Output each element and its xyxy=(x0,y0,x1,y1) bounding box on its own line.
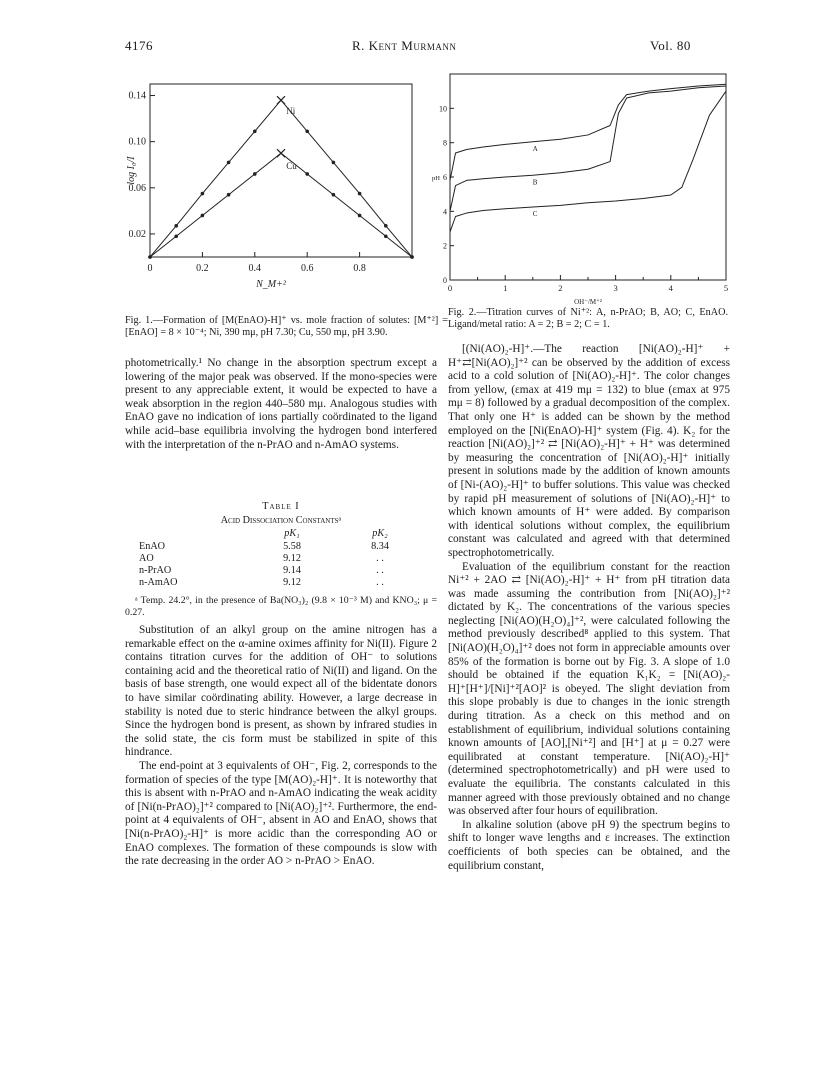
plot-frame xyxy=(450,74,726,280)
x-tick-label: 0.2 xyxy=(196,263,209,274)
data-point-cross xyxy=(277,96,285,104)
row-pk2: . . xyxy=(376,565,384,577)
running-author: R. Kent Murmann xyxy=(352,38,457,53)
data-point xyxy=(253,129,257,133)
data-point xyxy=(201,214,205,218)
y-tick-label: 4 xyxy=(443,207,447,217)
titration-curve-b xyxy=(450,86,726,211)
table-row xyxy=(135,565,419,577)
data-point xyxy=(174,234,178,238)
row-name: AO xyxy=(139,552,154,564)
table-row xyxy=(135,577,419,589)
curve-label: A xyxy=(532,144,538,153)
table-title: Table I xyxy=(262,501,300,512)
table-row xyxy=(135,541,419,553)
row-pk1: 9.12 xyxy=(283,577,301,589)
row-pk2: . . xyxy=(376,577,384,589)
data-point-cross xyxy=(277,149,285,157)
data-point xyxy=(305,172,309,176)
x-tick-label: 0.4 xyxy=(248,263,262,274)
x-tick-label: 2 xyxy=(558,283,563,293)
figure-2-caption: Fig. 2.—Titration curves of Ni⁺²: A, n-PrAO; B, AO; C, EnAO. Ligand/metal ratio: A = 2; B = 2; C = 1. xyxy=(448,307,728,331)
paragraph: Evaluation of the equilibrium constant for the reaction Ni⁺² + 2AO ⇄ [Ni(AO)₂-H]⁺ + H⁺ from pH titration data was made assuming the contribution from [Ni(AO)₂]⁺² dictated by K₂. The concentrations of the various species neglecting [Ni(AO)(H₂O)₄]⁺², were calculated following the method previously described⁸ applied to this system. That [Ni(AO)(H₂O)₄]⁺² does not form in appreciable amounts over 85% of the formation is borne out by Fig. 3. A slope of 1.0 should be obtained if the equation K₁K₂ = [Ni(AO)₂-H]⁺[H⁺]/[Ni]⁺²[AO]² is obeyed. The slight deviation from this slope probably is due to changes in the ionic strength during titration. As a check on this method and on establishment of equilibrium, individual solutions containing known amounts of [AO],[Ni⁺²] and [H⁺] at μ = 0.27 were equilibrated at constant temperature. [Ni(AO)₂-H]⁺ (determined spectrophotometrically) and pH were used to evaluate the equilibria. The constants calculated in this manner agreed with those previously obtained and no change was observed after four hours of equilibration. xyxy=(448,560,730,818)
data-point xyxy=(410,255,414,259)
paragraph: [(Ni(AO)₂-H]⁺.—The reaction [Ni(AO)₂-H]⁺ + H⁺⇄[Ni(AO)₂]⁺² can be observed by the addition of excess acid to a cold solution of [Ni(AO)₂-H]⁺. The color changes from yellow, (εmax at 419 mμ = 132) to blue (εmax at 975 mμ = 8) followed by a gradual decomposition of the complex. That only one H⁺ is added can be shown by the method employed on the [Ni(EnAO)-H]⁺ system (Fig. 4). K₂ for the reaction [Ni(AO)₂]⁺² ⇄ [Ni(AO)₂-H]⁺ + H⁺ was determined by measuring the concentration of [Ni(AO)₂-H]⁺ initially present in solutions made by the addition of known amounts of [Ni-(AO)₂-H]⁺ to buffer solutions. This value was checked by rapid pH measurement of solutions of [Ni(AO)₂-H]⁺ to which known amounts of H⁺ were added. By comparison with identical solutions without complex, the equilibrium constant was calculated and agreed with that determined spectrophotometrically. xyxy=(448,343,730,559)
header-pk1: pK₁ xyxy=(284,528,300,540)
curve-label: C xyxy=(532,210,538,219)
data-point xyxy=(253,172,257,176)
table-1 xyxy=(125,501,437,618)
paragraph: Substitution of an alkyl group on the amine nitrogen has a remarkable effect on the α-amine oximes affinity for Ni(II). Figure 2 contains titration curves for the addition of OH⁻ to solutions containing acid and the theoretical ratio of Ni(II) and ligand. On the basis of base strength, one would expect all of the bidentate donors to have similar coördinating ability. However, a large decrease in stability is noted due to steric hindrance between the alkyl groups. Since the hydrogen bond is present, as shown by infrared studies in the solid state, the cis form must be stabilized in spite of this hindrance. xyxy=(125,624,437,759)
header-pk2: pK₂ xyxy=(372,528,388,540)
y-axis-label: log I₀/I xyxy=(126,156,137,185)
data-point xyxy=(384,224,388,228)
titration-curve-c xyxy=(450,91,726,232)
series-line-cu xyxy=(150,153,412,257)
left-column-bottom xyxy=(125,624,437,869)
curve-label: B xyxy=(532,178,538,187)
paragraph: The end-point at 3 equivalents of OH⁻, Fig. 2, corresponds to the formation of species of the type [M(AO)₂-H]⁺. It is noteworthy that this is absent with n-PrAO and n-AmAO indicating the weak acidity of [Ni(n-PrAO)₂]⁺² compared to [Ni(AO)₂]⁺². Furthermore, the end-point at 4 equivalents of OH⁻, absent in AO and EnAO, shows that [Ni(n-PrAO)₂-H]⁺ is more acidic than the corresponding AO or EnAO complexes. The formation of these compounds is slow with the rate decreasing in the order AO > n-PrAO > EnAO. xyxy=(125,759,437,868)
data-point xyxy=(332,193,336,197)
table-row xyxy=(135,553,419,565)
x-tick-label: 4 xyxy=(668,283,673,293)
right-column xyxy=(448,343,730,873)
paragraph: In alkaline solution (above pH 9) the spectrum begins to shift to longer wave lengths and ε increases. The extinction coefficients of both species can be obtained, and the equilibrium constant, xyxy=(448,818,730,872)
constants-table xyxy=(135,528,419,589)
row-name: n-AmAO xyxy=(139,577,178,589)
table-footnote: ᵃ Temp. 24.2°, in the presence of Ba(NO₃)₂ (9.8 × 10⁻³ M) and KNO₃; μ = 0.27. xyxy=(125,595,437,618)
x-tick-label: 3 xyxy=(613,283,618,293)
y-tick-label: 0.02 xyxy=(128,228,146,240)
table-header-row xyxy=(135,528,419,540)
x-axis-label: OH⁻/M⁺² xyxy=(574,298,602,306)
y-tick-label: 10 xyxy=(439,104,447,114)
x-tick-label: 1 xyxy=(503,283,508,293)
data-point xyxy=(358,214,362,218)
series-line-ni xyxy=(150,100,412,257)
figure-2-chart xyxy=(430,72,730,312)
row-pk1: 9.14 xyxy=(283,565,301,577)
y-tick-label: 0.14 xyxy=(128,90,146,102)
figure-2-plot-area xyxy=(432,74,728,306)
y-tick-label: 0 xyxy=(443,276,447,285)
x-tick-label: 0 xyxy=(447,283,453,293)
table-subtitle: Acid Dissociation Constantsᵃ xyxy=(220,515,342,527)
titration-curve-a xyxy=(450,84,726,180)
data-point xyxy=(384,234,388,238)
row-name: EnAO xyxy=(139,540,166,552)
y-tick-label: 0.06 xyxy=(128,182,146,194)
volume-label: Vol. 80 xyxy=(650,38,691,53)
figure-1-chart xyxy=(110,72,430,312)
data-point xyxy=(201,192,205,196)
plot-frame xyxy=(150,84,412,257)
data-point xyxy=(148,255,152,259)
row-pk1: 5.58 xyxy=(283,540,301,552)
x-tick-label: 0.8 xyxy=(353,263,366,274)
figure-1-caption: Fig. 1.—Formation of [M(EnAO)-H]⁺ vs. mole fraction of solutes: [M⁺²] = [EnAO] = 8 × 10⁻⁴; Ni, 390 mμ, pH 7.30; Cu, 550 mμ, pH 3.90. xyxy=(125,315,448,339)
figure-1-plot-area xyxy=(126,84,414,290)
data-point xyxy=(305,129,309,133)
data-point xyxy=(358,192,362,196)
series-label: Ni xyxy=(286,106,296,117)
data-point xyxy=(174,224,178,228)
y-tick-label: 8 xyxy=(443,138,447,148)
row-pk1: 9.12 xyxy=(283,552,301,564)
left-column-top xyxy=(125,357,437,452)
x-tick-label: 5 xyxy=(723,283,729,293)
row-pk2: . . xyxy=(376,552,384,564)
y-axis-label: pH xyxy=(432,175,440,182)
data-point xyxy=(332,161,336,165)
data-point xyxy=(227,193,231,197)
paragraph: photometrically.¹ No change in the absorption spectrum except a lowering of the major peak was observed. If the mono-species were present to any appreciable extent, it would be expected to have a weak absorption in the region 440–580 mμ. Analogous studies with EnAO gave no indication of ions partially coördinated to the ligand while acid–base equilibria involving the hydrogen bond interfered with the interpretation of the n-PrAO and n-AmAO systems. xyxy=(125,357,437,451)
data-point xyxy=(227,161,231,165)
x-tick-label: 0.6 xyxy=(300,263,314,274)
y-tick-label: 6 xyxy=(443,173,447,182)
x-axis-label: N_M+² xyxy=(256,279,286,290)
row-name: n-PrAO xyxy=(139,565,172,577)
page-number: 4176 xyxy=(125,38,153,53)
y-tick-label: 0.10 xyxy=(128,136,146,148)
series-label: Cu xyxy=(286,161,297,172)
x-tick-label: 0 xyxy=(147,263,153,274)
row-pk2: 8.34 xyxy=(371,540,389,552)
y-tick-label: 2 xyxy=(443,241,447,251)
